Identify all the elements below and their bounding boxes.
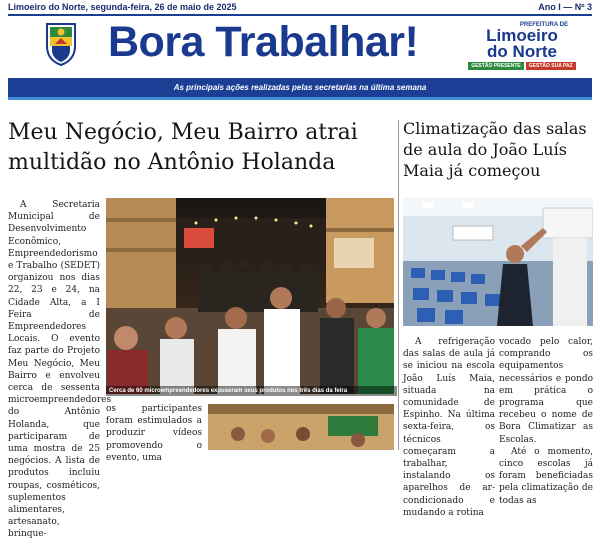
fair-photo-2 (208, 404, 394, 450)
city-logo-icon (466, 22, 578, 68)
masthead (8, 16, 592, 76)
logo-gov-tags (466, 62, 578, 70)
tagline-band (8, 78, 592, 100)
article-right-paragraph-cont: vocado pelo calor, comprando os equipamentos necessários e pondo em prática o programa que recebeu o nome de Bora Climatizar as Escolas. (499, 337, 593, 445)
article-left-paragraph: A Secretaria Municipal de Desenvolvimento Econômico, Empreendedorismo e Trabalho (SEDET) organizou nos dias 22, 23 e 24, na Cidade Alta, a I Feira de Empreendedores Locais. O evento faz parte do Projeto Meu Negócio, Meu Bairro e envolveu cerca de sessenta microempreendedores do Antônio Holanda, que participaram de uma mostra de 25 negócios. A lista de produtos incluiu roupas, cosméticos, suplementos alimentares, artesanato, brinque- (8, 200, 112, 540)
logo-name-line1: Limoeiro (486, 26, 558, 45)
tagline: As principais ações realizadas pelas secretarias na última semana (173, 83, 427, 92)
article-left-body-col2: os participantes foram estimulados a produzir vídeos promovendo o evento, uma (106, 404, 202, 463)
classroom-ac-photo (403, 198, 593, 326)
logo-gov-tag-2: GESTÃO SUA PAZ (526, 62, 576, 70)
article-right-body-col2 (499, 336, 593, 507)
fair-photo (106, 198, 394, 394)
classroom-ac-photo-image (403, 198, 593, 326)
issue-date: Limoeiro do Norte, segunda-feira, 26 de maio de 2025 (8, 2, 237, 12)
fair-photo-caption: Cerca de 60 microempreendedores expuseram seus produtos nos três dias da feira (106, 386, 397, 396)
article-left-headline: Meu Negócio, Meu Bairro atrai multidão no Antônio Holanda (8, 120, 358, 175)
masthead-title: Bora Trabalhar! (108, 18, 419, 66)
logo-gov-tag-1: GESTÃO PRESENTE (468, 62, 523, 70)
logo-prefix: PREFEITURA DE (519, 22, 568, 28)
column-divider (398, 120, 399, 450)
fair-photo-image (106, 198, 394, 394)
article-right-paragraph-1: A refrigeração das salas de aula já se iniciou na escola João Luís Maia, situada na comunidade de Espinho. Na última sexta-feira, os técnicos começaram a trabalhar, instalando os aparelhos de ar-condicionado e mudando a rotina (403, 337, 495, 518)
article-right-paragraph-2: Até o momento, cinco escolas já foram beneficiadas pela climatização de todas as (499, 446, 593, 506)
article-right-body-col1 (403, 336, 495, 519)
article-left-body-col1 (8, 199, 112, 541)
logo-name-line2: do Norte (487, 42, 557, 61)
issue-number: Ano I — Nº 3 (538, 2, 592, 12)
article-right-headline: Climatização das salas de aula do João Luís Maia já começou (403, 119, 587, 180)
issue-bar (8, 2, 592, 14)
fair-photo-2-image (208, 404, 394, 450)
municipal-crest-icon (44, 20, 78, 66)
